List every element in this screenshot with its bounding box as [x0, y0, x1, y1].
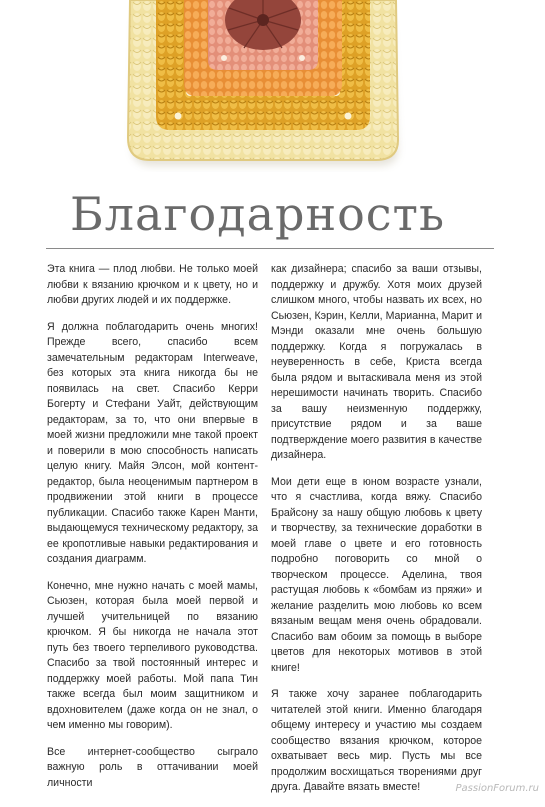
text-column-left	[47, 262, 258, 802]
text-column-right	[271, 262, 482, 807]
paragraph: Эта книга — плод любви. Не только моей любви к вязанию крючком и к цвету, но и любви других людей и их поддержке.	[47, 263, 258, 306]
crochet-square-graphic	[112, 0, 412, 172]
title-underline-left	[46, 248, 268, 249]
watermark: PassionForum.ru	[455, 783, 539, 794]
paragraph: Я должна поблагодарить очень многих! Прежде всего, спасибо всем замечательным редакторам Interweave, без которых эта книга никогда бы не появилась на свет. Спасибо Керри Богерту и Стефани Уайт, действующим редакторам, за то, что они впервые в моей жизни предложили мне такой проект и поверили в мою способность написать целую книгу. Майя Элсон, мой контент-редактор, была неоценимым партнером в продвижении этой книги в процессе публикации. Спасибо также Карен Манти, выдающемуся техническому редактору, за ее кропотливые навыки редактирования и создания диаграмм.	[47, 320, 258, 565]
crochet-square-photo	[112, 0, 412, 172]
paragraph: Мои дети еще в юном возрасте узнали, что я счастлива, когда вяжу. Спасибо Брайсону за нашу общую любовь к цвету и творчеству, за технические доработки в моей главе о цвете и его готовность подробно поговорить со мной о творческом процессе. Аделина, твоя растущая любовь к «бомбам из пряжи» и желание разделить мою любовь ко всем вязаным вещам меня очень обрадовали. Спасибо вам обоим за помощь в выборе цветов для некоторых мотивов в этой книге!	[271, 475, 482, 674]
page-title: Благодарность	[70, 187, 446, 241]
title-underline-right	[262, 248, 494, 249]
paragraph: Все интернет-сообщество сыграло важную роль в оттачивании моей личности	[47, 745, 258, 789]
paragraph: Конечно, мне нужно начать с моей мамы, Сьюзен, которая была моей первой и лучшей учительницей по вязанию крючком. Я бы никогда не начала этот путь без твоего терпеливого руководства. Спасибо за твой постоянный интерес и поддержку моей работы. Мой папа Тин также всегда был моим защитником и вдохновителем (даже когда он не знал, о чем именно мы говорим).	[47, 579, 258, 731]
paragraph: как дизайнера; спасибо за ваши отзывы, поддержку и дружбу. Хотя моих друзей слишком много, чтобы назвать их всех, но Сьюзен, Кэрин, Келли, Марианна, Марит и Мэнди оказали мне очень большую поддержку. Когда я погружалась в неуверенность в себе, Криста всегда была рядом и вытаскивала меня из этой нерешимости начинать творить. Спасибо за вашу неизменную поддержку, присутствие рядом и за ваше подтверждение моего развития в качестве дизайнера.	[271, 263, 482, 461]
paragraph: Я также хочу заранее поблагодарить читателей этой книги. Именно благодаря общему интересу и участию мы создаем сообщество вязания крючком, которое охватывает весь мир. Пусть мы все продолжим восхищаться творениями друг друга. Давайте вязать вместе!	[271, 688, 482, 793]
